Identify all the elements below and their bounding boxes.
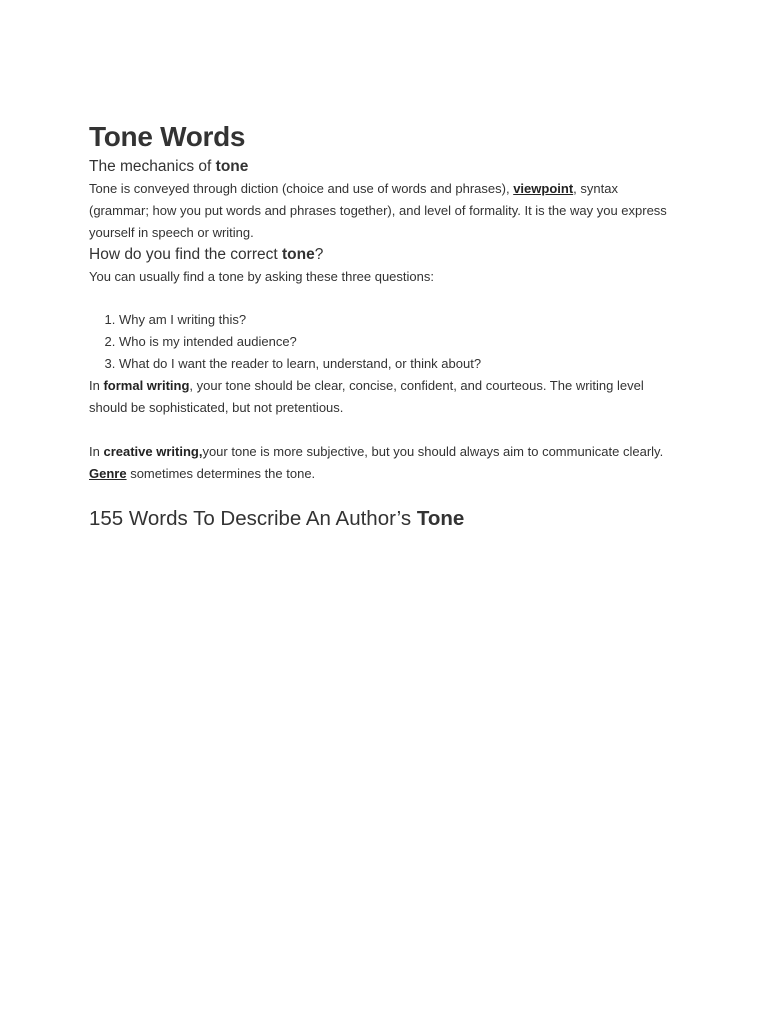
formal-writing-bold: formal writing <box>103 378 190 393</box>
formal-writing-paragraph <box>89 375 668 419</box>
creative-end-text: sometimes determines the tone. <box>126 466 316 481</box>
list-item: 2. Who is my intended audience? <box>119 331 668 353</box>
genre-link[interactable]: Genre <box>89 466 127 481</box>
mechanics-paragraph <box>89 178 668 244</box>
mechanics-text-2: , syntax (grammar; how you put words and phrases together), and level of formality. It is the way you express yourself in speech or writing. <box>89 181 667 240</box>
heading-155-prefix: 155 Words To Describe An Author’s <box>89 507 417 530</box>
questions-intro: You can usually find a tone by asking these three questions: <box>89 269 434 284</box>
paragraph-gap <box>89 419 668 441</box>
heading-find-suffix: ? <box>314 246 324 263</box>
page-title: Tone Words <box>89 121 246 152</box>
viewpoint-link[interactable]: viewpoint <box>513 181 574 196</box>
list-item: 3. What do I want the reader to learn, understand, or think about? <box>119 353 668 375</box>
mechanics-text-1: Tone is conveyed through diction (choice and use of words and phrases), <box>89 181 514 196</box>
heading-155-bold: Tone <box>416 507 465 530</box>
formal-text: , your tone should be clear, concise, confident, and courteous. The writing level should be sophisticated, but not pretentious. <box>89 378 644 415</box>
heading-find-bold: tone <box>282 246 315 263</box>
formal-prefix: In <box>89 378 104 393</box>
heading-mechanics-of-tone <box>89 156 668 178</box>
heading-mechanics-prefix: The mechanics of <box>89 158 216 175</box>
list-item: 1. Why am I writing this? <box>119 309 668 331</box>
heading-155-words <box>89 504 668 534</box>
heading-find-correct-tone <box>89 244 668 266</box>
heading-find-prefix: How do you find the correct <box>89 246 282 263</box>
creative-writing-paragraph <box>89 441 668 485</box>
heading-mechanics-bold: tone <box>215 158 249 175</box>
creative-text: your tone is more subjective, but you should always aim to communicate clearly. <box>202 444 664 459</box>
creative-writing-bold: creative writing, <box>103 444 203 459</box>
questions-list <box>89 309 668 375</box>
creative-prefix: In <box>89 444 104 459</box>
